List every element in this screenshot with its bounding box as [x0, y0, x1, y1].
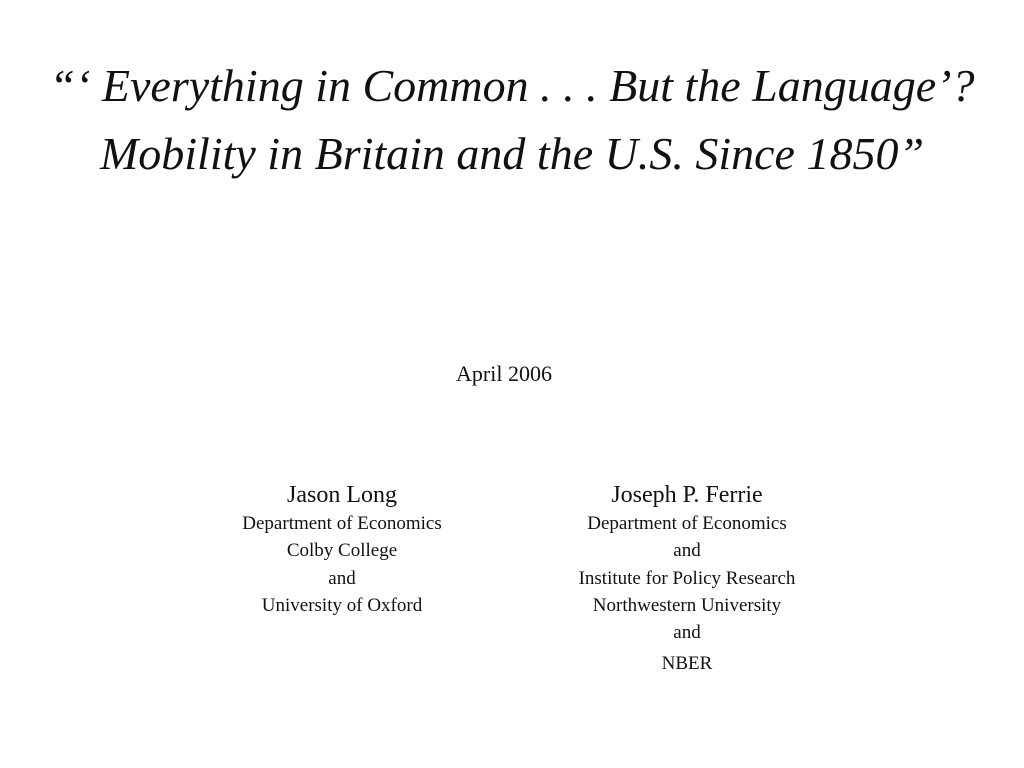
slide-title [0, 52, 1024, 188]
author-affiliation: and [673, 540, 701, 562]
title-line-1: “‘ Everything in Common . . . But the Language’? [49, 60, 975, 111]
author-block-ferrie [517, 480, 857, 678]
author-affiliation: NBER [661, 653, 713, 675]
author-block-long [172, 480, 512, 619]
author-affiliation: Department of Economics [587, 513, 787, 534]
author-affiliation: Department of Economics [242, 513, 442, 534]
author-name: Joseph P. Ferrie [611, 482, 763, 508]
author-affiliation: and [328, 567, 356, 589]
author-affiliation: University of Oxford [261, 594, 423, 616]
author-affiliation: Colby College [286, 540, 398, 562]
author-affiliation: Institute for Policy Research [578, 567, 796, 589]
author-affiliation: and [673, 622, 701, 644]
title-line-2: Mobility in Britain and the U.S. Since 1850” [99, 128, 925, 179]
author-name: Jason Long [287, 482, 397, 508]
author-affiliation: Northwestern University [592, 594, 782, 616]
presentation-date: April 2006 [456, 361, 552, 386]
